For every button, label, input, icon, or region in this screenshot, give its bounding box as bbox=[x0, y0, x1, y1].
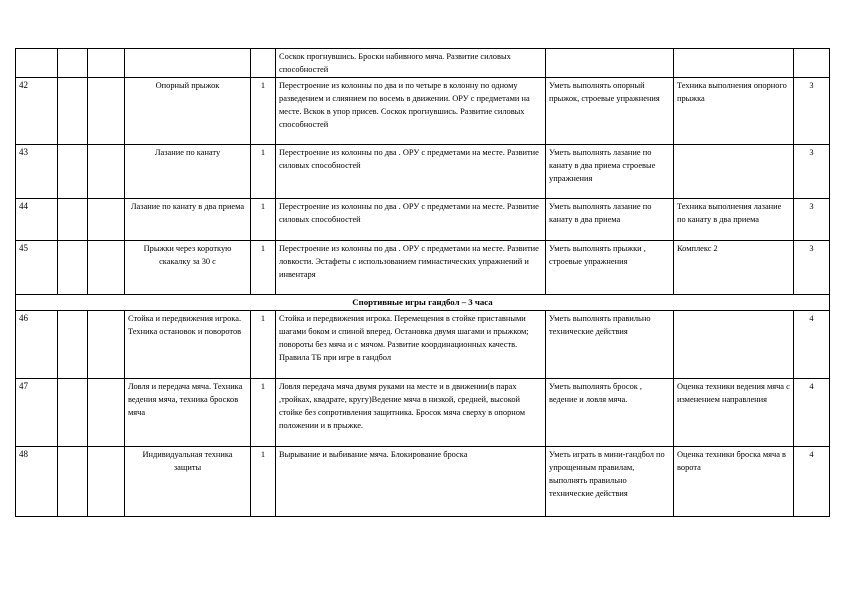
cell-date-plan bbox=[58, 447, 88, 517]
cell-date-plan bbox=[58, 241, 88, 295]
cell-hours: 1 bbox=[251, 311, 276, 379]
table-row bbox=[16, 379, 830, 447]
cell-date-fact bbox=[88, 447, 125, 517]
cell-num: 46 bbox=[16, 311, 58, 379]
cell-date-fact bbox=[88, 78, 125, 145]
cell-control bbox=[674, 145, 794, 199]
cell-date-fact bbox=[88, 379, 125, 447]
table-row bbox=[16, 311, 830, 379]
cell-date-fact bbox=[88, 49, 125, 78]
cell-content: Стойка и передвижения игрока. Перемещения в стойке приставными шагами боком и спиной вперед. Остановка двумя шагами и прыжком; повороты без мяча и с мячом. Развитие координационных качеств. Правила ТБ при игре в гандбол bbox=[276, 311, 546, 379]
table-row bbox=[16, 78, 830, 145]
cell-requirements bbox=[546, 49, 674, 78]
cell-topic: Прыжки через короткую скакалку за 30 с bbox=[125, 241, 251, 295]
cell-topic: Стойка и передвижения игрока. Техника остановок и поворотов bbox=[125, 311, 251, 379]
cell-content: Перестроение из колонны по два . ОРУ с предметами на месте. Развитие силовых способностей bbox=[276, 145, 546, 199]
cell-grade bbox=[794, 49, 830, 78]
table-row bbox=[16, 145, 830, 199]
cell-grade: 4 bbox=[794, 379, 830, 447]
cell-hours bbox=[251, 49, 276, 78]
cell-num: 47 bbox=[16, 379, 58, 447]
table-row bbox=[16, 49, 830, 78]
cell-date-fact bbox=[88, 311, 125, 379]
cell-content: Перестроение из колонны по два . ОРУ с предметами на месте. Развитие ловкости. Эстафеты с использованием гимнастических упражнений и инвентаря bbox=[276, 241, 546, 295]
cell-topic: Индивидуальная техника защиты bbox=[125, 447, 251, 517]
cell-grade: 4 bbox=[794, 311, 830, 379]
cell-date-plan bbox=[58, 311, 88, 379]
cell-hours: 1 bbox=[251, 78, 276, 145]
cell-num: 43 bbox=[16, 145, 58, 199]
cell-control bbox=[674, 311, 794, 379]
cell-num: 48 bbox=[16, 447, 58, 517]
cell-content: Вырывание и выбивание мяча. Блокирование броска bbox=[276, 447, 546, 517]
cell-requirements: Уметь выполнять бросок , ведение и ловля мяча. bbox=[546, 379, 674, 447]
cell-date-plan bbox=[58, 49, 88, 78]
section-header-row bbox=[16, 295, 830, 311]
cell-content: Перестроение из колонны по два и по четыре в колонну по одному разведением и слиянием по восемь в движении. ОРУ с предметами на месте. Вскок в упор присев. Соскок прогнувшись. Развитие силовых способностей bbox=[276, 78, 546, 145]
cell-date-fact bbox=[88, 241, 125, 295]
cell-grade: 3 bbox=[794, 78, 830, 145]
cell-grade: 3 bbox=[794, 199, 830, 241]
cell-date-fact bbox=[88, 199, 125, 241]
cell-topic: Опорный прыжок bbox=[125, 78, 251, 145]
table-row bbox=[16, 241, 830, 295]
section-title: Спортивные игры гандбол – 3 часа bbox=[16, 295, 830, 311]
cell-hours: 1 bbox=[251, 199, 276, 241]
cell-control bbox=[674, 49, 794, 78]
cell-num: 42 bbox=[16, 78, 58, 145]
cell-hours: 1 bbox=[251, 379, 276, 447]
cell-requirements: Уметь выполнять лазание по канату в два приема строевые упражнения bbox=[546, 145, 674, 199]
cell-topic: Лазание по канату bbox=[125, 145, 251, 199]
cell-content: Ловля передача мяча двумя руками на месте и в движении(в парах ,тройках, квадрате, кругу)Ведение мяча в низкой, средней, высокой стойке без сопротивления защитника. Бросок мяча сверху в опорном положении и в прыжке. bbox=[276, 379, 546, 447]
cell-control: Оценка техники броска мяча в ворота bbox=[674, 447, 794, 517]
cell-requirements: Уметь выполнять лазание по канату в два приема bbox=[546, 199, 674, 241]
cell-num bbox=[16, 49, 58, 78]
cell-requirements: Уметь играть в мини-гандбол по упрощенным правилам, выполнять правильно технические действия bbox=[546, 447, 674, 517]
cell-control: Техника выполнения опорного прыжка bbox=[674, 78, 794, 145]
cell-date-plan bbox=[58, 379, 88, 447]
cell-date-plan bbox=[58, 78, 88, 145]
cell-control: Оценка техники ведения мяча с изменением направления bbox=[674, 379, 794, 447]
cell-date-plan bbox=[58, 199, 88, 241]
cell-topic: Лазание по канату в два приема bbox=[125, 199, 251, 241]
cell-content: Соскок прогнувшись. Броски набивного мяча. Развитие силовых способностей bbox=[276, 49, 546, 78]
cell-content: Перестроение из колонны по два . ОРУ с предметами на месте. Развитие силовых способностей bbox=[276, 199, 546, 241]
lesson-plan-table bbox=[15, 48, 830, 517]
cell-requirements: Уметь выполнять прыжки , строевые упражнения bbox=[546, 241, 674, 295]
table-row bbox=[16, 447, 830, 517]
cell-date-plan bbox=[58, 145, 88, 199]
cell-requirements: Уметь выполнять опорный прыжок, строевые упражнения bbox=[546, 78, 674, 145]
cell-requirements: Уметь выполнять правильно технические действия bbox=[546, 311, 674, 379]
cell-hours: 1 bbox=[251, 447, 276, 517]
cell-hours: 1 bbox=[251, 241, 276, 295]
cell-control: Комплекс 2 bbox=[674, 241, 794, 295]
cell-date-fact bbox=[88, 145, 125, 199]
cell-grade: 3 bbox=[794, 145, 830, 199]
cell-num: 44 bbox=[16, 199, 58, 241]
cell-num: 45 bbox=[16, 241, 58, 295]
table-row bbox=[16, 199, 830, 241]
cell-topic bbox=[125, 49, 251, 78]
cell-control: Техника выполнения лазание по канату в два приема bbox=[674, 199, 794, 241]
cell-hours: 1 bbox=[251, 145, 276, 199]
cell-grade: 4 bbox=[794, 447, 830, 517]
cell-grade: 3 bbox=[794, 241, 830, 295]
cell-topic: Ловля и передача мяча. Техника ведения мяча, техника бросков мяча bbox=[125, 379, 251, 447]
